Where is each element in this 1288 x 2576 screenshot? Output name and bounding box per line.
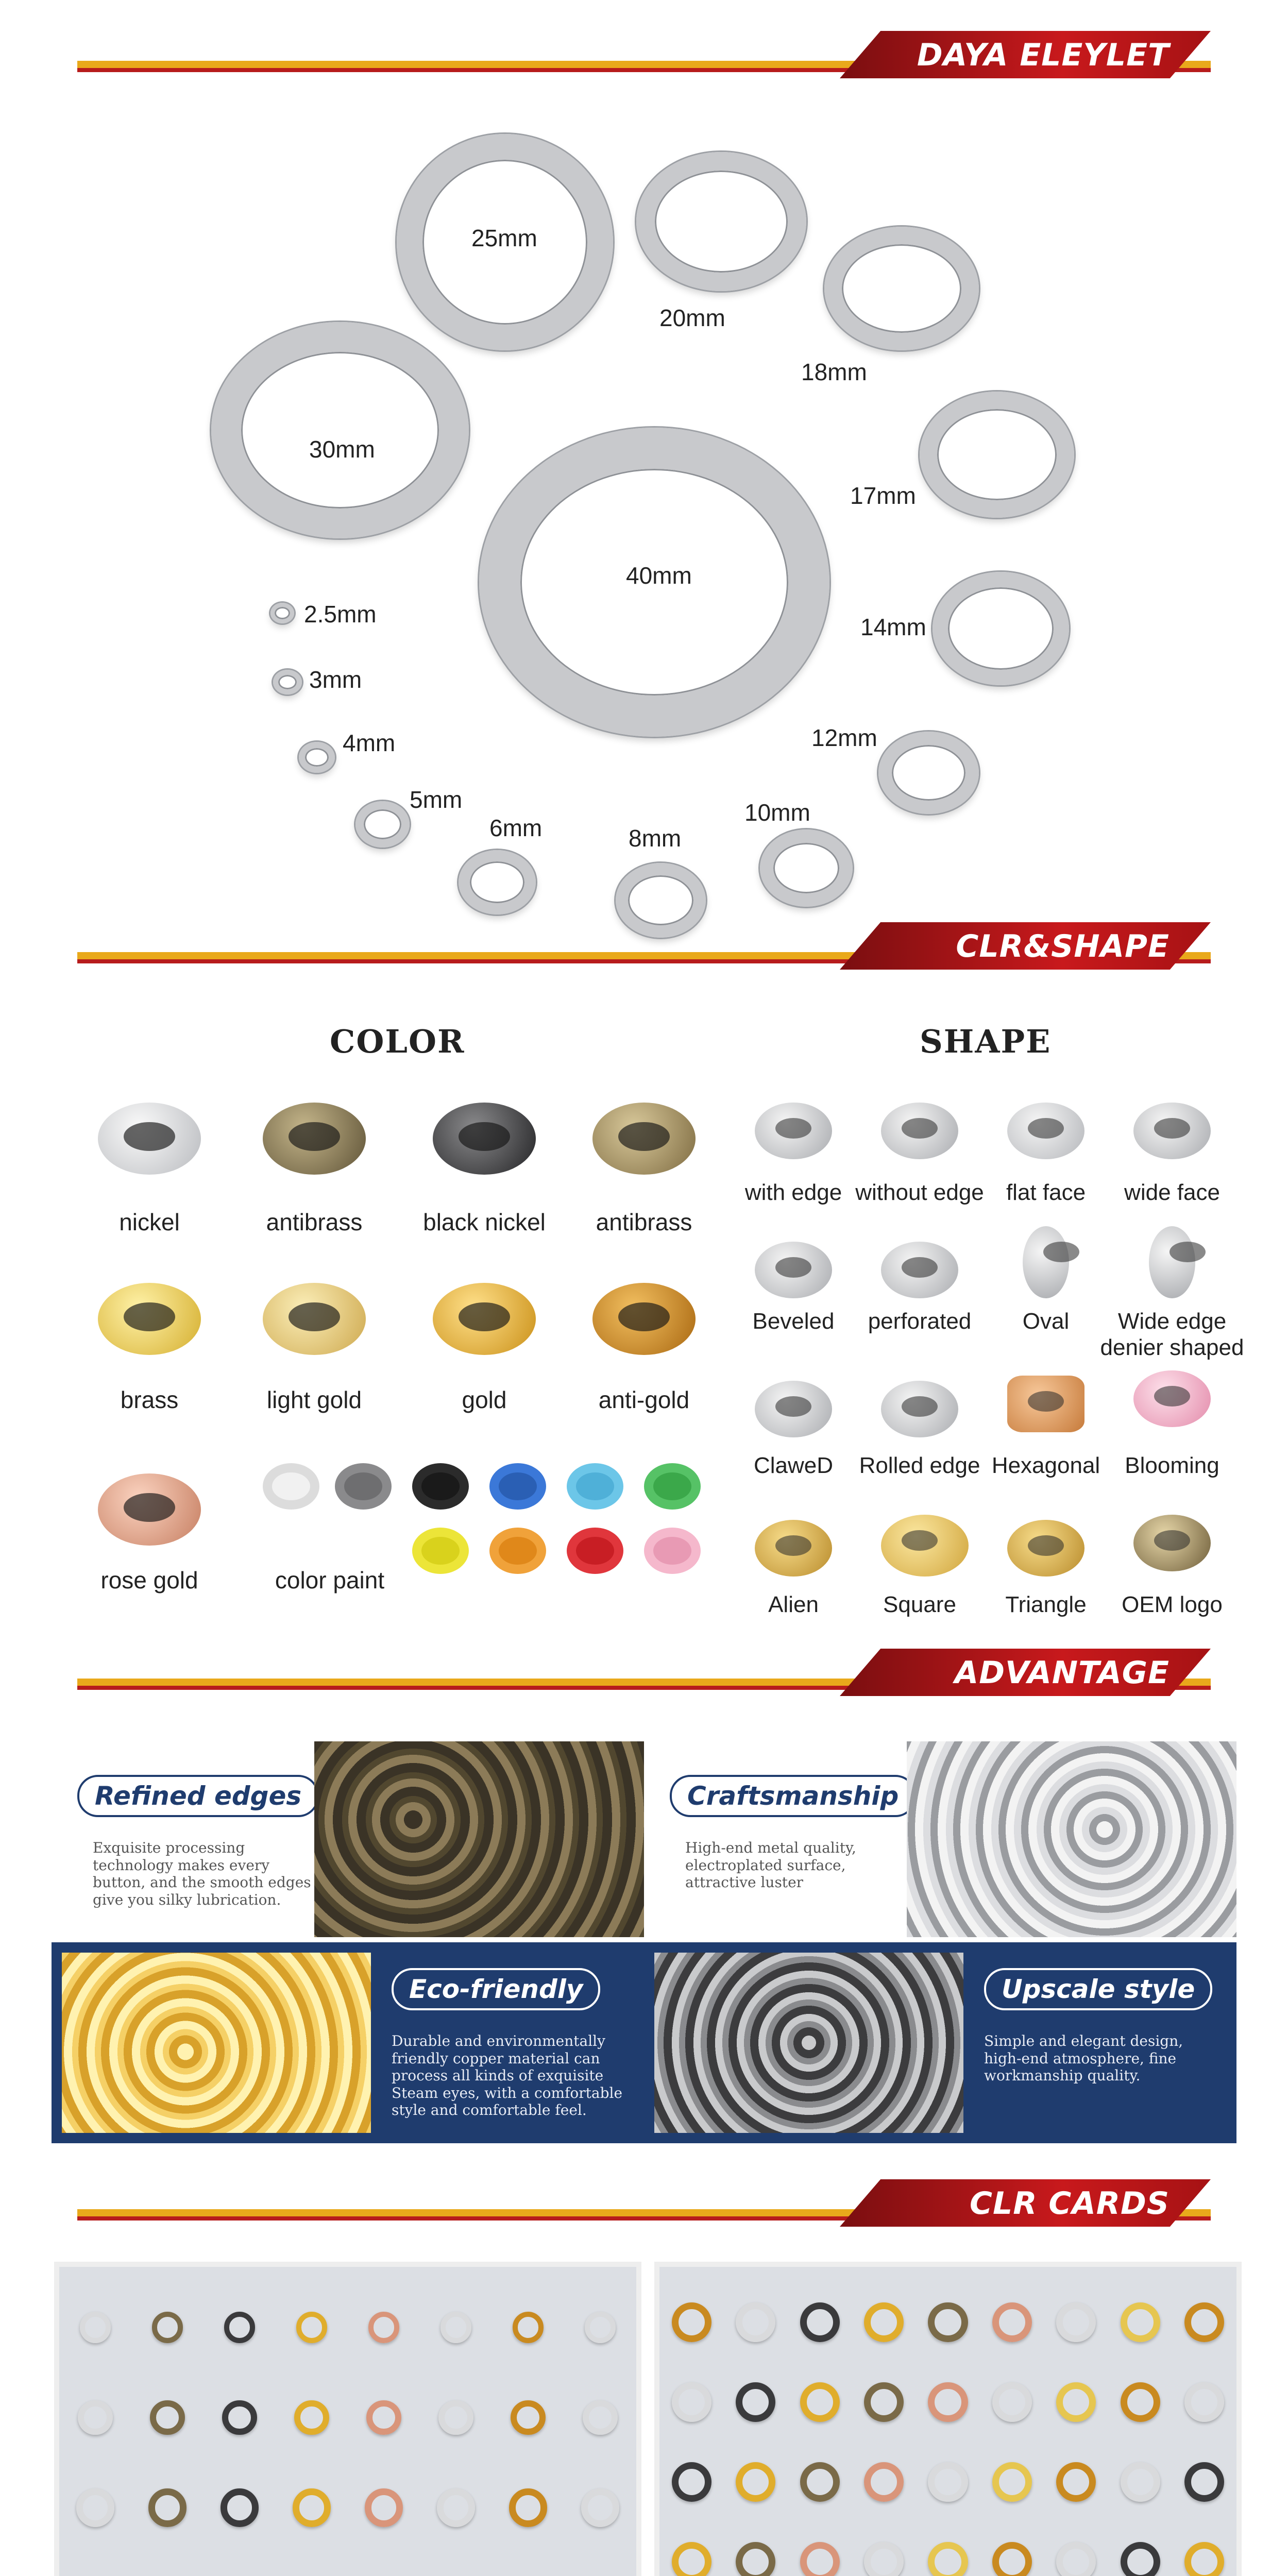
shape-beveled-icon	[755, 1242, 832, 1298]
advantage-title: Upscale style	[984, 1968, 1212, 2010]
card-eyelet-sample	[294, 2400, 329, 2435]
card-eyelet-sample	[80, 2312, 111, 2343]
size-label: 30mm	[309, 436, 375, 463]
card-eyelet-sample	[864, 2542, 904, 2576]
shape-label: Blooming	[1125, 1453, 1219, 1478]
paint-chip	[644, 1463, 701, 1510]
advantage-eco-friendly	[52, 1942, 644, 2143]
swatch-light-gold	[263, 1283, 366, 1355]
shape-label: Rolled edge	[859, 1453, 980, 1478]
size-label: 2.5mm	[304, 601, 377, 628]
paint-chip	[263, 1463, 319, 1510]
card-eyelet-sample	[928, 2462, 968, 2502]
paint-chip	[567, 1463, 623, 1510]
eyelet-ring-2-5mm	[270, 603, 294, 623]
color-card-2	[654, 2262, 1242, 2576]
shape-without-edge-icon	[881, 1103, 958, 1159]
paint-chip	[412, 1528, 469, 1574]
card-eyelet-sample	[366, 2400, 401, 2435]
shape-perforated-icon	[881, 1242, 958, 1298]
shape-label: Alien	[768, 1592, 819, 1617]
card-eyelet-sample	[76, 2488, 115, 2527]
card-eyelet-sample	[928, 2542, 968, 2576]
color-label: nickel	[119, 1209, 180, 1235]
banner-title: ADVANTAGE	[954, 1655, 1170, 1691]
card-eyelet-sample	[293, 2488, 331, 2527]
size-label: 14mm	[860, 614, 926, 640]
card-eyelet-sample	[585, 2312, 616, 2343]
card-eyelet-sample	[509, 2488, 548, 2527]
advantage-craftsmanship	[644, 1741, 1236, 1937]
card-eyelet-sample	[928, 2302, 968, 2342]
advantage-title: Craftsmanship	[670, 1775, 916, 1817]
color-label: antibrass	[596, 1209, 692, 1235]
shape-label: flat face	[1006, 1180, 1086, 1205]
card-eyelet-sample	[992, 2542, 1032, 2576]
card-eyelet-sample	[152, 2312, 183, 2343]
size-label: 3mm	[309, 666, 362, 693]
size-label: 5mm	[410, 786, 463, 813]
eyelet-ring-5mm	[355, 801, 410, 848]
nickel-eyelets-photo	[907, 1741, 1236, 1937]
card-eyelet-sample	[221, 2488, 259, 2527]
card-eyelet-sample	[1184, 2302, 1224, 2342]
shape-label: Beveled	[752, 1309, 835, 1334]
banner-title: CLR CARDS	[969, 2185, 1170, 2222]
shape-rolled-edge-icon	[881, 1381, 958, 1437]
size-label: 8mm	[629, 825, 682, 852]
color-card-1	[54, 2262, 641, 2576]
color-label: anti-gold	[598, 1386, 690, 1413]
section-banner-clr-shape	[77, 922, 1211, 974]
card-eyelet-sample	[672, 2542, 711, 2576]
advantage-refined-edges	[52, 1741, 644, 1937]
shape-label: wide face	[1124, 1180, 1220, 1205]
advantage-desc: Simple and elegant design, high-end atmosphere, fine workmanship quality.	[984, 2032, 1183, 2084]
shape-blooming-icon	[1133, 1370, 1211, 1427]
shape-wide-face-icon	[1133, 1103, 1211, 1159]
card-eyelet-sample	[1056, 2382, 1096, 2422]
eyelet-ring-10mm	[760, 829, 853, 907]
card-eyelet-sample	[1184, 2542, 1224, 2576]
card-eyelet-sample	[800, 2302, 840, 2342]
card-eyelet-sample	[928, 2382, 968, 2422]
color-label: antibrass	[266, 1209, 363, 1235]
eyelet-ring-3mm	[273, 670, 302, 694]
card-eyelet-sample	[864, 2462, 904, 2502]
antibrass-eyelets-photo	[314, 1741, 644, 1937]
shape-label: ClaweD	[753, 1453, 834, 1478]
paint-chip	[489, 1463, 546, 1510]
card-eyelet-sample	[992, 2462, 1032, 2502]
eyelet-ring-6mm	[459, 850, 536, 914]
card-eyelet-sample	[1121, 2462, 1160, 2502]
shape-label: Wide edge denier shaped	[1100, 1309, 1244, 1360]
section-banner-eyelet	[77, 31, 1211, 82]
color-label: gold	[462, 1386, 507, 1413]
card-eyelet-sample	[672, 2382, 711, 2422]
advantage-title: Eco-friendly	[392, 1968, 600, 2010]
size-label: 18mm	[801, 359, 867, 385]
eyelet-ring-12mm	[878, 732, 979, 814]
card-eyelet-sample	[365, 2488, 403, 2527]
paint-chip	[644, 1528, 701, 1574]
shape-alien-icon	[755, 1520, 832, 1577]
card-eyelet-sample	[1184, 2382, 1224, 2422]
paint-chip	[412, 1463, 469, 1510]
card-eyelet-sample	[800, 2462, 840, 2502]
shape-wide-edge-denier-icon	[1149, 1226, 1195, 1298]
paint-chip	[489, 1528, 546, 1574]
advantage-desc: Exquisite processing technology makes every button, and the smooth edges give you silky lubrication.	[93, 1839, 311, 1908]
swatch-gold	[433, 1283, 536, 1355]
card-eyelet-sample	[1184, 2462, 1224, 2502]
shape-flat-face-icon	[1007, 1103, 1084, 1159]
card-eyelet-sample	[583, 2400, 618, 2435]
color-label: color paint	[275, 1567, 385, 1594]
shape-label: OEM logo	[1122, 1592, 1223, 1617]
swatch-rose-gold	[98, 1473, 201, 1546]
paint-chip	[567, 1528, 623, 1574]
card-eyelet-sample	[800, 2542, 840, 2576]
card-eyelet-sample	[1121, 2542, 1160, 2576]
swatch-nickel	[98, 1103, 201, 1175]
advantage-upscale-style	[644, 1942, 1236, 2143]
shape-oval-icon	[1023, 1226, 1069, 1298]
advantage-desc: High-end metal quality, electroplated surface, attractive luster	[685, 1839, 856, 1891]
card-eyelet-sample	[1056, 2302, 1096, 2342]
eyelet-ring-18mm	[824, 227, 979, 350]
shape-label: without edge	[855, 1180, 984, 1205]
card-eyelet-sample	[800, 2382, 840, 2422]
card-eyelet-sample	[672, 2462, 711, 2502]
shape-oem-logo-icon	[1133, 1515, 1211, 1571]
gold-eyelets-photo	[62, 1953, 371, 2133]
shape-label: Square	[883, 1592, 956, 1617]
size-label: 20mm	[659, 304, 725, 331]
banner-title: CLR&SHAPE	[956, 928, 1170, 964]
card-eyelet-sample	[148, 2488, 187, 2527]
card-eyelet-sample	[440, 2312, 472, 2343]
shape-with-edge-icon	[755, 1103, 832, 1159]
shape-label: with edge	[744, 1180, 842, 1205]
card-eyelet-sample	[864, 2302, 904, 2342]
shape-heading: SHAPE	[920, 1023, 1052, 1060]
shape-label: Oval	[1022, 1309, 1070, 1334]
card-eyelet-sample	[1056, 2462, 1096, 2502]
shape-clawed-icon	[755, 1381, 832, 1437]
card-eyelet-sample	[581, 2488, 620, 2527]
eyelet-ring-14mm	[933, 572, 1069, 685]
card-eyelet-sample	[368, 2312, 400, 2343]
card-eyelet-sample	[736, 2382, 775, 2422]
color-label: black nickel	[423, 1209, 546, 1235]
swatch-anti-gold	[592, 1283, 696, 1355]
color-label: brass	[120, 1386, 179, 1413]
card-eyelet-sample	[224, 2312, 256, 2343]
eyelet-ring-20mm	[636, 152, 806, 291]
section-banner-advantage	[77, 1649, 1211, 1700]
color-label: light gold	[266, 1386, 362, 1413]
shape-triangle-icon	[1007, 1520, 1084, 1577]
swatch-black-nickel	[433, 1103, 536, 1175]
banner-title: DAYA ELEYLET	[917, 37, 1170, 73]
shape-label: Triangle	[1005, 1592, 1087, 1617]
size-label: 40mm	[626, 562, 692, 589]
eyelet-ring-30mm	[211, 322, 469, 538]
size-label: 25mm	[471, 225, 537, 251]
section-banner-clr-cards	[77, 2179, 1211, 2231]
eyelet-ring-17mm	[920, 392, 1074, 518]
swatch-brass	[98, 1283, 201, 1355]
card-eyelet-sample	[1121, 2302, 1160, 2342]
card-eyelet-sample	[992, 2302, 1032, 2342]
card-eyelet-sample	[736, 2542, 775, 2576]
paint-chip	[335, 1463, 392, 1510]
card-eyelet-sample	[864, 2382, 904, 2422]
card-eyelet-sample	[150, 2400, 185, 2435]
swatch-antibrass	[263, 1103, 366, 1175]
color-label: rose gold	[100, 1567, 198, 1594]
size-label: 6mm	[489, 815, 543, 841]
shape-label: perforated	[868, 1309, 972, 1334]
black-nickel-eyelets-photo	[654, 1953, 963, 2133]
size-label: 17mm	[850, 482, 916, 509]
size-label: 10mm	[744, 799, 810, 826]
card-eyelet-sample	[1121, 2382, 1160, 2422]
advantage-desc: Durable and environmentally friendly copper material can process all kinds of exquisite Steam eyes, with a comfortable style and comfortable feel.	[392, 2032, 623, 2119]
card-eyelet-sample	[992, 2382, 1032, 2422]
size-label: 12mm	[811, 724, 877, 751]
card-eyelet-sample	[736, 2302, 775, 2342]
card-eyelet-sample	[511, 2400, 546, 2435]
card-eyelet-sample	[513, 2312, 544, 2343]
card-eyelet-sample	[296, 2312, 328, 2343]
card-eyelet-sample	[736, 2462, 775, 2502]
advantage-title: Refined edges	[77, 1775, 319, 1817]
shape-hexagonal-icon	[1007, 1376, 1084, 1432]
shape-label: Hexagonal	[991, 1453, 1100, 1478]
card-eyelet-sample	[438, 2400, 473, 2435]
card-eyelet-sample	[1056, 2542, 1096, 2576]
eyelet-ring-4mm	[299, 742, 335, 773]
card-eyelet-sample	[222, 2400, 257, 2435]
size-label: 4mm	[343, 730, 396, 756]
card-eyelet-sample	[437, 2488, 476, 2527]
shape-square-icon	[881, 1515, 969, 1577]
swatch-antibrass-2	[592, 1103, 696, 1175]
card-eyelet-sample	[672, 2302, 711, 2342]
card-eyelet-sample	[78, 2400, 113, 2435]
color-heading: COLOR	[330, 1023, 465, 1060]
